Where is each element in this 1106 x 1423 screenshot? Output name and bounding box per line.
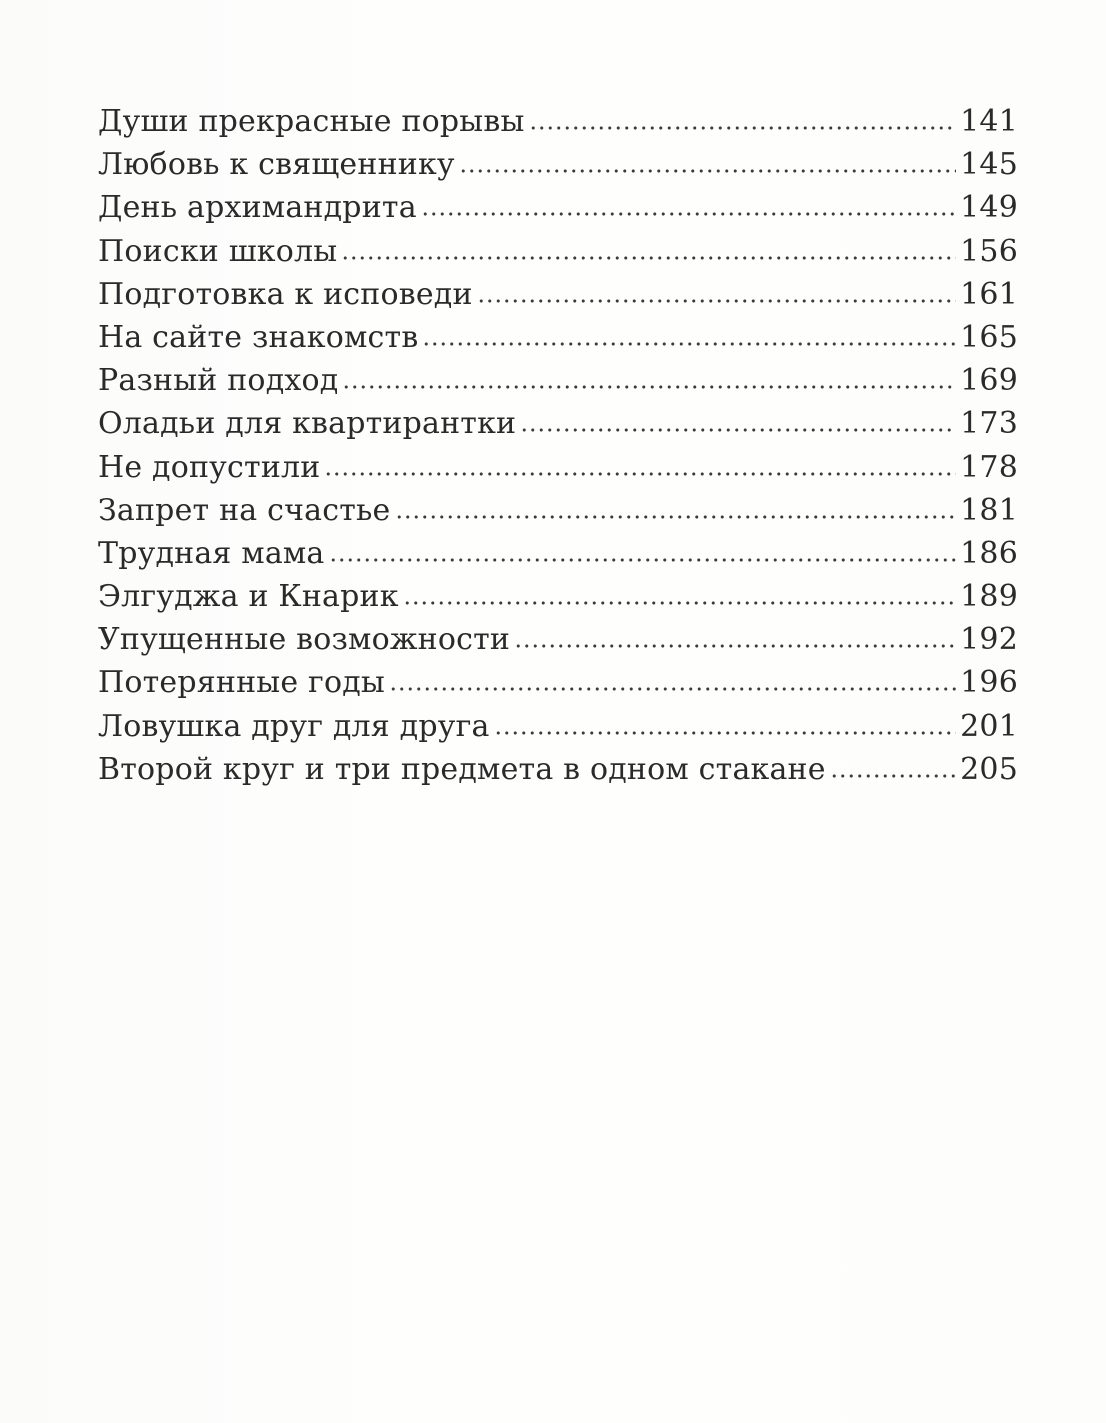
toc-entry-page-number: 141	[960, 104, 1018, 139]
toc-entry-page-number: 181	[960, 492, 1018, 528]
toc-entry-page-number: 189	[960, 579, 1018, 615]
dot-leader	[529, 125, 957, 131]
toc-entry	[98, 316, 1018, 359]
dot-leader	[520, 427, 956, 433]
toc-entry-page-number: 156	[960, 233, 1018, 269]
toc-entry	[98, 273, 1018, 316]
toc-entry-title: Любовь к священнику	[98, 147, 455, 183]
toc-entry-title: Запрет на счастье	[98, 492, 391, 528]
toc-entry-title: Ловушка друг для друга	[98, 708, 490, 744]
toc-entry-title: Не допустили	[98, 449, 321, 485]
table-of-contents	[98, 100, 1018, 791]
toc-entry-title: Оладьи для квартирантки	[98, 406, 517, 442]
dot-leader	[459, 168, 956, 174]
dot-leader	[389, 686, 956, 692]
toc-entry	[98, 575, 1018, 618]
toc-entry	[98, 230, 1018, 273]
toc-entry	[98, 489, 1018, 532]
toc-entry-page-number: 186	[960, 535, 1018, 571]
dot-leader	[342, 384, 956, 390]
dot-leader	[395, 514, 957, 520]
toc-entry	[98, 661, 1018, 704]
toc-entry	[98, 748, 1018, 791]
toc-entry-title: Поиски школы	[98, 233, 338, 269]
dot-leader	[494, 730, 957, 736]
dot-leader	[421, 211, 956, 217]
toc-entry	[98, 100, 1018, 143]
toc-entry-page-number: 145	[960, 147, 1018, 183]
toc-entry	[98, 186, 1018, 229]
toc-entry-title: Элгуджа и Кнарик	[98, 579, 399, 615]
toc-entry	[98, 618, 1018, 661]
toc-entry-title: Трудная мама	[98, 535, 325, 571]
toc-entry	[98, 359, 1018, 402]
dot-leader	[341, 255, 956, 261]
dot-leader	[329, 557, 957, 563]
toc-entry-page-number: 192	[960, 622, 1018, 658]
toc-entry-title: Второй круг и три предмета в одном стакане	[98, 751, 826, 787]
dot-leader	[514, 643, 956, 649]
toc-entry-title: Подготовка к исповеди	[98, 276, 473, 312]
dot-leader	[403, 600, 956, 606]
toc-entry-title: Разный подход	[98, 363, 339, 399]
toc-entry-title: На сайте знакомств	[98, 319, 419, 355]
toc-entry-page-number: 178	[960, 449, 1018, 485]
toc-entry-page-number: 173	[960, 406, 1018, 442]
dot-leader	[477, 298, 956, 304]
dot-leader	[422, 341, 956, 347]
toc-entry	[98, 532, 1018, 575]
toc-entry-title: Души прекрасные порывы	[98, 104, 525, 139]
toc-entry-page-number: 169	[960, 363, 1018, 399]
toc-entry-page-number: 165	[960, 319, 1018, 355]
toc-entry-page-number: 205	[960, 751, 1018, 787]
toc-entry	[98, 705, 1018, 748]
toc-entry-title: Упущенные возможности	[98, 622, 511, 658]
dot-leader	[830, 773, 956, 779]
toc-entry-title: Потерянные годы	[98, 665, 385, 701]
toc-entry-page-number: 201	[960, 708, 1018, 744]
toc-entry	[98, 446, 1018, 489]
toc-entry-page-number: 149	[960, 190, 1018, 226]
toc-entry	[98, 402, 1018, 445]
dot-leader	[324, 471, 956, 477]
toc-entry-page-number: 161	[960, 276, 1018, 312]
toc-entry	[98, 143, 1018, 186]
toc-entry-title: День архимандрита	[98, 190, 417, 226]
toc-entry-page-number: 196	[960, 665, 1018, 701]
